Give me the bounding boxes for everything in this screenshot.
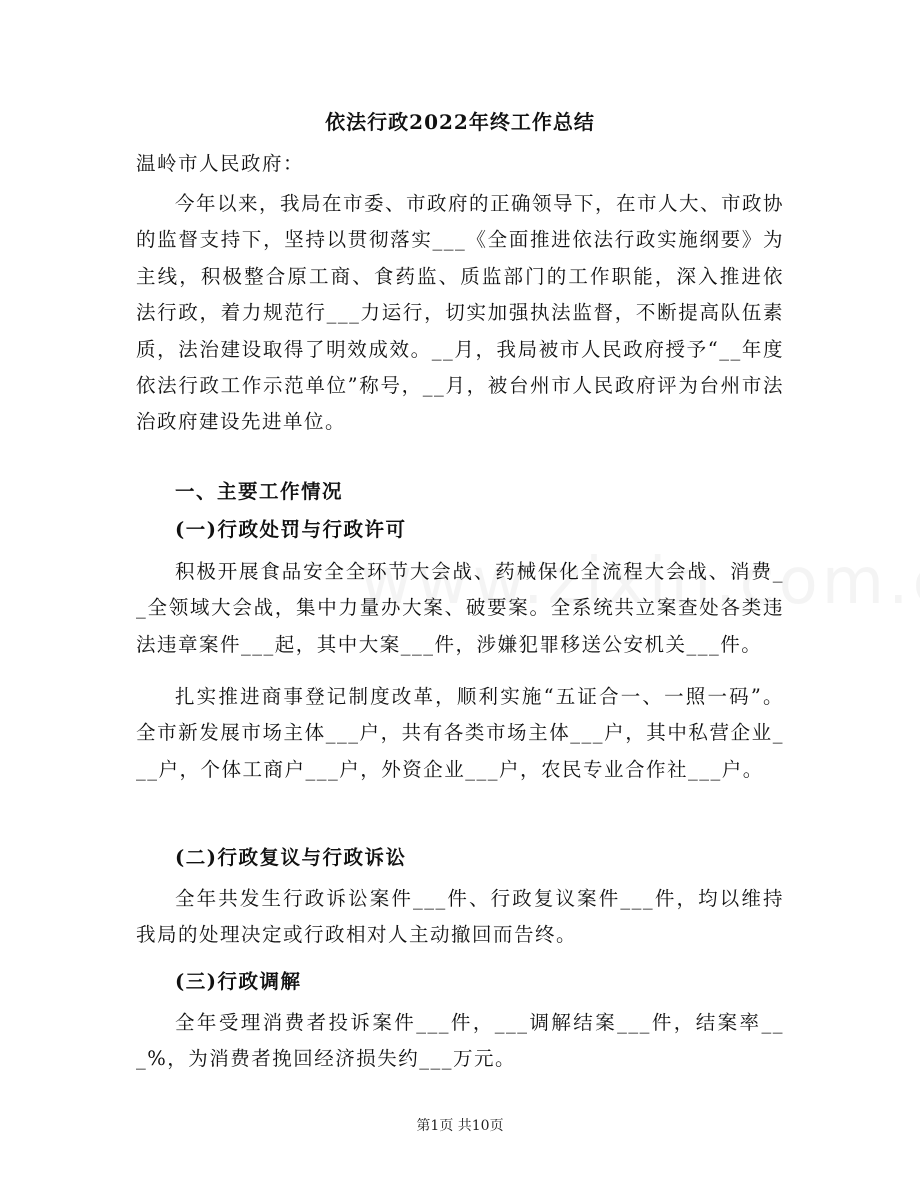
intro-paragraph: 今年以来，我局在市委、市政府的正确领导下，在市人大、市政协的监督支持下，坚持以贯彻落实___《全面推进依法行政实施纲要》为主线，积极整合原工商、食药监、质监部门的工作职能，深入推进依法行政，着力规范行___力运行，切实加强执法监督，不断提高队伍素质，法治建设取得了明效成效。__月，我局被市人民政府授予“__年度依法行政工作示范单位”称号，__月，被台州市人民政府评为台州市法治政府建设先进单位。 — [136, 192, 785, 434]
salutation: 温岭市人民政府： — [136, 152, 305, 175]
section-heading-main-work: 一、主要工作情况 — [175, 480, 344, 503]
subheading-mediation: (三)行政调解 — [175, 970, 302, 993]
paragraph-enforcement: 积极开展食品安全全环节大会战、药械保化全流程大会战、消费__全领域大会战，集中力量办大案、破要案。全系统共立案查处各类违法违章案件___起，其中大案___件，涉嫌犯罪移送公安机关___件。 — [136, 560, 784, 656]
paragraph-mediation: 全年受理消费者投诉案件___件，___调解结案___件，结案率___%，为消费者挽回经济损失约___万元。 — [136, 1011, 784, 1071]
page-footer: 第1页 共10页 — [416, 1118, 504, 1134]
subheading-review-litigation: (二)行政复议与行政诉讼 — [175, 846, 407, 869]
document-title: 依法行政2022年终工作总结 — [325, 110, 595, 134]
subheading-penalty-licensing: (一)行政处罚与行政许可 — [175, 518, 407, 541]
paragraph-litigation: 全年共发生行政诉讼案件___件、行政复议案件___件，均以维持我局的处理决定或行政相对人主动撤回而告终。 — [136, 887, 784, 947]
paragraph-registration-reform: 扎实推进商事登记制度改革，顺利实施“五证合一、一照一码”。全市新发展市场主体___户，共有各类市场主体___户，其中私营企业___户，个体工商户___户，外资企业___户，农民专业合作社___户。 — [136, 685, 784, 781]
